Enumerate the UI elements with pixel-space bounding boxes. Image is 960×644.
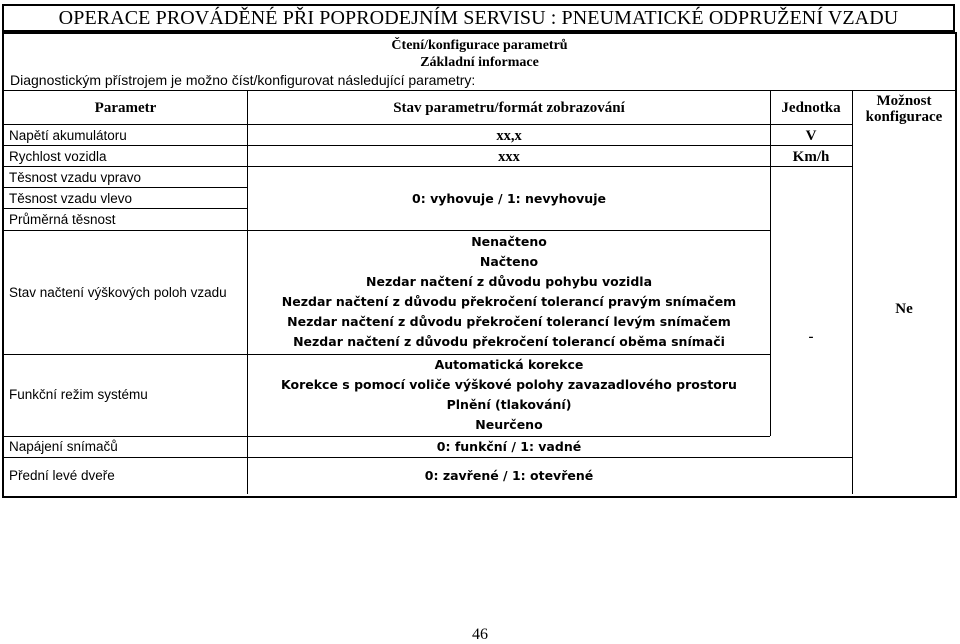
header-moznost: Možnost bbox=[876, 93, 932, 109]
column-divider bbox=[852, 91, 853, 494]
row-label: Napájení snímačů bbox=[9, 439, 118, 454]
row-value-option: Nezdar načtení z důvodu překročení tolerancí pravým snímačem bbox=[281, 294, 737, 309]
row-value-option: Korekce s pomocí voliče výškové polohy zavazadlového prostoru bbox=[281, 377, 737, 392]
row-label: Rychlost vozidla bbox=[9, 149, 107, 164]
merged-config: Ne bbox=[895, 301, 913, 317]
intro-text: Diagnostickým přístrojem je možno číst/konfigurovat následující parametry: bbox=[10, 72, 476, 88]
row-divider bbox=[4, 124, 852, 125]
row-label: Funkční režim systému bbox=[9, 387, 148, 402]
row-value-option: Nezdar načtení z důvodu překročení tolerancí oběma snímači bbox=[293, 334, 725, 349]
row-label: Průměrná těsnost bbox=[9, 212, 116, 227]
row-value-option: Nenačteno bbox=[471, 234, 547, 249]
row-value: 0: funkční / 1: vadné bbox=[436, 439, 582, 454]
header-stav: Stav parametru/formát zobrazování bbox=[393, 100, 625, 116]
row-value-option: Nezdar načtení z důvodu pohybu vozidla bbox=[366, 274, 652, 289]
row-label: Napětí akumulátoru bbox=[9, 128, 127, 143]
page-title: OPERACE PROVÁDĚNÉ PŘI POPRODEJNÍM SERVISU : PNEUMATICKÉ ODPRUŽENÍ VZADU bbox=[2, 4, 955, 32]
row-value-option: Plnění (tlakování) bbox=[446, 397, 572, 412]
row-value: 0: zavřené / 1: otevřené bbox=[424, 468, 594, 483]
row-divider bbox=[4, 457, 852, 458]
row-label: Přední levé dveře bbox=[9, 468, 115, 483]
row-divider bbox=[4, 230, 770, 231]
section-subheading: Základní informace bbox=[420, 55, 539, 70]
header-jednotka: Jednotka bbox=[781, 100, 841, 116]
row-value-option: Neurčeno bbox=[475, 417, 543, 432]
row-value: xx,x bbox=[496, 128, 522, 144]
row-label: Těsnost vzadu vpravo bbox=[9, 170, 142, 185]
row-label: Těsnost vzadu vlevo bbox=[9, 191, 133, 206]
row-value-option: Nezdar načtení z důvodu překročení tolerancí levým snímačem bbox=[287, 314, 731, 329]
row-value-option: Automatická korekce bbox=[434, 357, 584, 372]
section-subtitle: Čtení/konfigurace parametrů bbox=[391, 38, 568, 53]
content-frame bbox=[2, 32, 957, 498]
header-konfigurace: konfigurace bbox=[865, 109, 943, 125]
row-value-option: Načteno bbox=[479, 254, 539, 269]
row-unit: Km/h bbox=[792, 149, 830, 165]
row-unit: V bbox=[805, 128, 817, 144]
row-value: xxx bbox=[498, 149, 520, 165]
row-label: Stav načtení výškových poloh vzadu bbox=[9, 285, 227, 300]
page-number: 46 bbox=[472, 626, 488, 643]
parameters-table bbox=[4, 90, 955, 496]
merged-unit: - bbox=[808, 329, 814, 345]
header-parametr: Parametr bbox=[94, 100, 157, 116]
row-value: 0: vyhovuje / 1: nevyhovuje bbox=[412, 191, 606, 206]
